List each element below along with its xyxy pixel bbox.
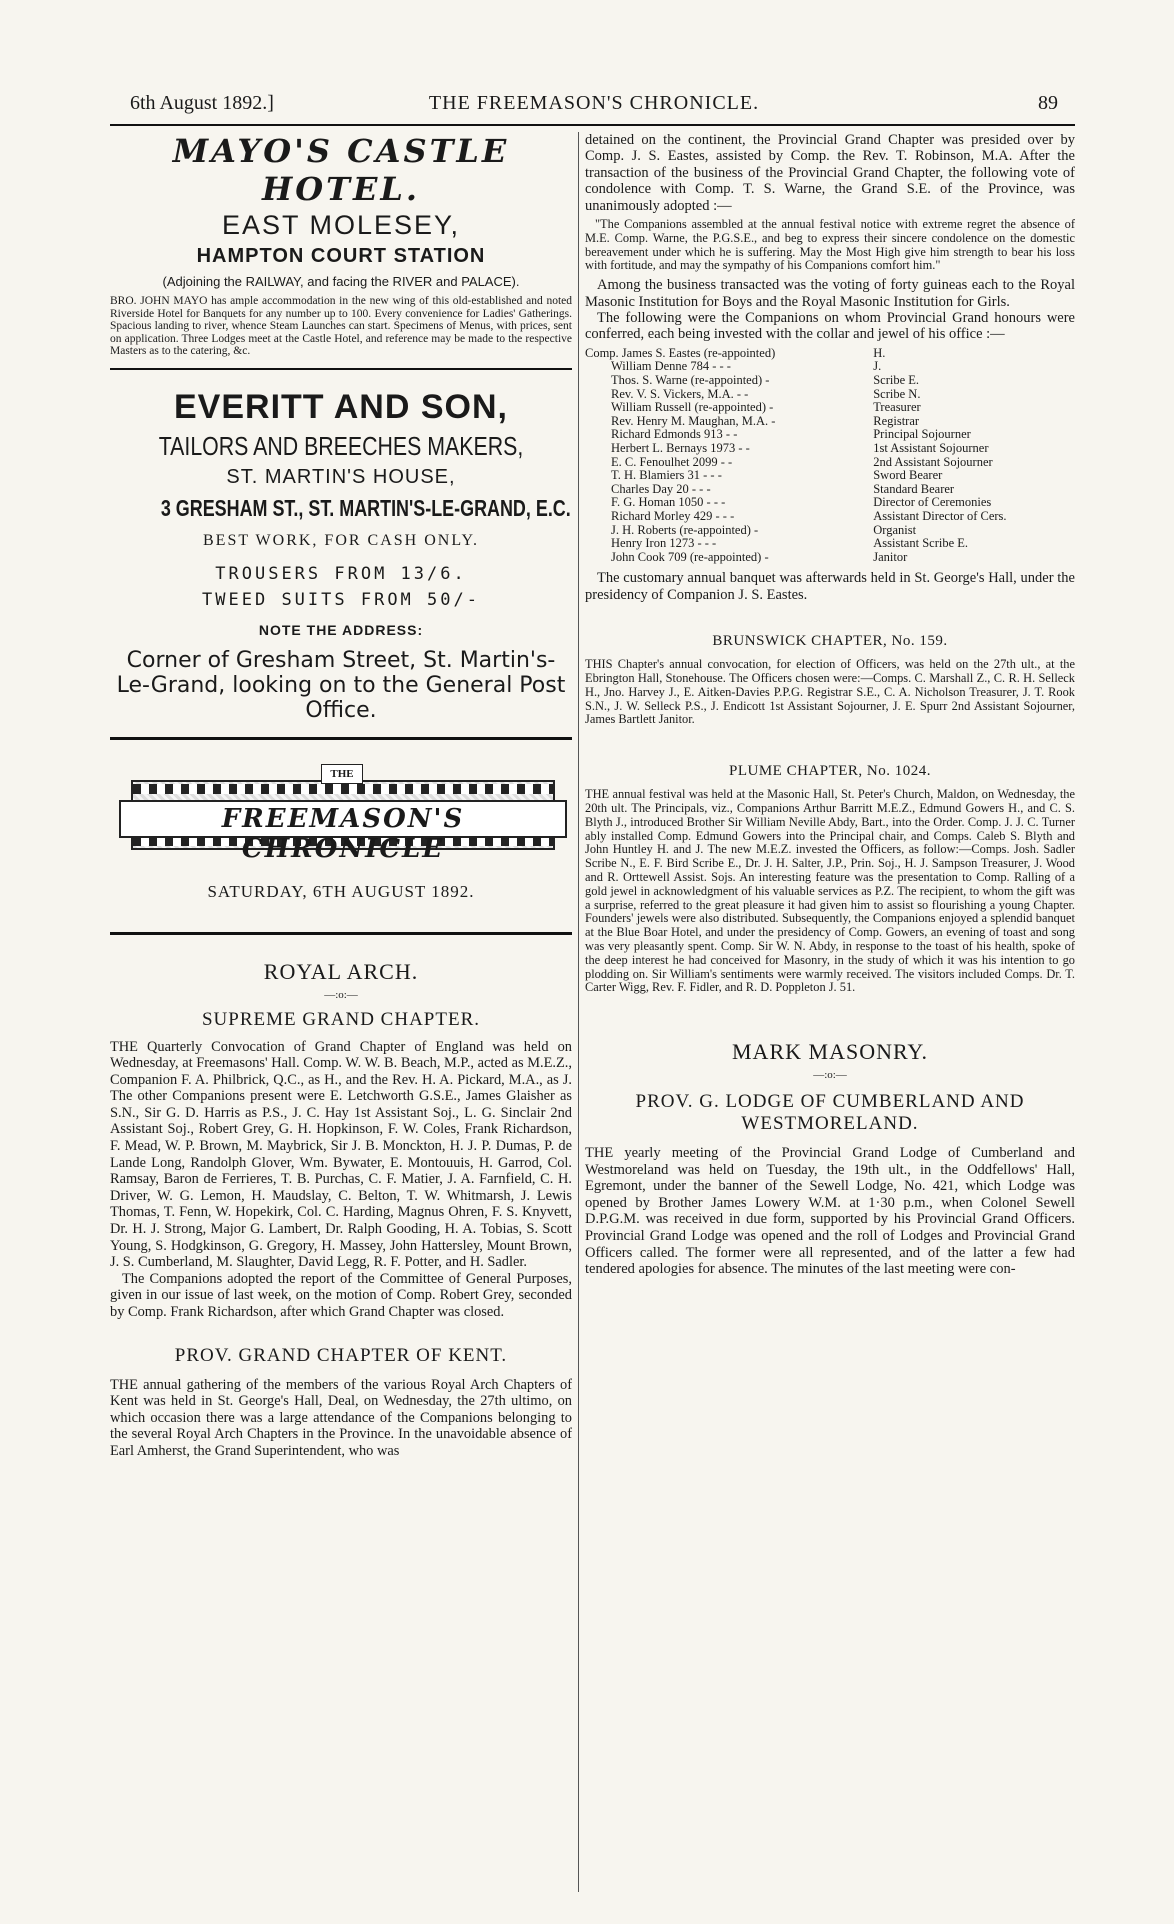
officer-name: Comp. James S. Eastes (re-appointed)	[585, 345, 776, 360]
royal-arch-body: THE Quarterly Convocation of Grand Chapter of England was held on Wednesday, at Freemasons' Hall. Comp. W. W. B. Beach, M.P., acted as M.E.Z., Companion F. A. Philbrick, Q.C., as H., and the Rev. H. A. Pickard, M.A., as J. The other Companions present were E. Letchworth G.S.E., James Glaisher as S.N., Sir G. D. Harris as P.S., J. C. Hay 1st Assistant Soj., L. G. Sinclair 2nd Assistant Soj., Robert Grey, G. H. Hopkinson, F. W. Coles, Frank Richardson, F. Mead, W. P. Brown, M. Maybrick, Sir J. B. Monckton, H. J. P. Dumas, P. de Lande Long, Randolph Glover, Wm. Bywater, E. Montouuis, H. Garrod, Col. Ramsay, Baron de Ferrieres, T. B. Purchas, C. F. Matier, J. A. Farnfield, C. H. Driver, W. G. Lemon, H. Maudslay, C. Belton, T. W. Whitmarsh, J. Lewis Thomas, T. Fenn, W. Hopekirk, Col. C. Harding, Magnus Ohren, F. S. Knyvett, Dr. H. J. Strong, Major G. Lambert, Dr. Ralph Gooding, H. A. Tobias, S. Scott Young, S. Hodgkinson, G. Gregory, H. Massey, John Hattersley, Mount Brown, J. S. Cumberland, M. Slaughter, David Legg, R. F. Potter, and H. Sadler.	[110, 1038, 572, 1271]
tailor-trade: TAILORS AND BREECHES MAKERS,	[158, 430, 524, 461]
officer-rank: Registrar	[873, 413, 920, 428]
masthead-the: THE	[321, 764, 363, 784]
officers-table	[585, 347, 1075, 565]
officer-rank: Sword Bearer	[873, 468, 943, 483]
officer-row	[585, 551, 1075, 565]
officer-row	[585, 388, 1075, 402]
officer-name: J. H. Roberts (re-appointed) -	[611, 522, 759, 537]
officer-rank: 1st Assistant Sojourner	[873, 441, 989, 455]
officer-rank: Janitor	[873, 549, 908, 564]
officer-name: Rev. Henry M. Maughan, M.A. -	[611, 413, 776, 428]
officer-row	[585, 469, 1075, 483]
officer-name: F. G. Homan 1050 - - -	[611, 495, 726, 510]
mark-ornament: —:o:—	[813, 1069, 847, 1082]
officer-rank: Assistant Scribe E.	[873, 536, 969, 551]
officer-name: Henry Iron 1273 - - -	[611, 536, 717, 551]
ad-divider-2	[110, 737, 572, 740]
royal-arch-closing: The Companions adopted the report of the Committee of General Purposes, given in our issue of last week, on the motion of Comp. Robert Grey, seconded by Comp. Frank Richardson, after which Grand Chapter was closed.	[110, 1270, 572, 1320]
officer-name: T. H. Blamiers 31 - - -	[611, 468, 722, 483]
officer-row	[585, 483, 1075, 497]
officer-row	[585, 456, 1075, 470]
tailor-trousers: TROUSERS FROM 13/6.	[215, 563, 467, 584]
mark-masonry-heading: MARK MASONRY.	[732, 1039, 928, 1065]
royal-arch-ornament: —:o:—	[324, 988, 358, 1001]
officer-rank: Standard Bearer	[873, 481, 955, 496]
supreme-grand-chapter-heading: SUPREME GRAND CHAPTER.	[201, 1008, 480, 1030]
tailor-note: NOTE THE ADDRESS:	[258, 621, 424, 638]
plume-heading: PLUME CHAPTER, No. 1024.	[728, 763, 931, 780]
officer-rank: Treasurer	[873, 400, 921, 415]
officer-rank: J.	[873, 359, 882, 374]
officer-name: John Cook 709 (re-appointed) -	[611, 549, 769, 564]
header-date: 6th August 1892.]	[130, 92, 274, 114]
cumberland-heading: PROV. G. LODGE OF CUMBERLAND AND WESTMORELAND.	[635, 1091, 1025, 1135]
officer-name: Herbert L. Bernays 1973 - -	[611, 441, 750, 455]
header-rule	[110, 124, 1075, 126]
chronicle-masthead-logo	[121, 766, 561, 862]
kent-continued: detained on the continent, the Provincial Grand Chapter was presided over by Comp. J. S. Eastes, assisted by Comp. the Rev. T. Robinson, M.A. After the transaction of the business of the Provincial Grand Chapter, the following vote of condolence with Comp. T. S. Warne, the Grand S.E. of the Province, was unanimously adopted :—	[585, 132, 1075, 214]
tailor-advertisement	[110, 388, 572, 723]
hotel-name: MAYO'S CASTLE HOTEL.	[172, 132, 510, 208]
officer-name: Thos. S. Warne (re-appointed) -	[611, 373, 770, 388]
tailor-address: 3 GRESHAM ST., ST. MARTIN'S-LE-GRAND, E.C.	[160, 494, 571, 521]
tailor-corner: Corner of Gresham Street, St. Martin's-Le-Grand, looking on to the General Post Office.	[116, 647, 566, 723]
officer-name: William Russell (re-appointed) -	[611, 400, 774, 415]
honours-paragraph: The following were the Companions on whom Provincial Grand honours were conferred, each being invested with the collar and jewel of his office :—	[585, 310, 1075, 343]
officer-name: Richard Edmonds 913 - -	[611, 427, 738, 442]
brunswick-body: THIS Chapter's annual convocation, for election of Officers, was held on the 27th ult., at the Ebrington Hall, Stonehouse. The Officers chosen were:—Comps. C. Marshall Z., C. R. H. Selleck H., Jno. Harvey J., E. Aitken-Davies P.P.G. Registrar S.E., C. A. Nicholson Treasurer, J. T. Rook S.N., J. W. Selleck P.S., J. Endicott 1st Assistant Sojourner, J. E. Spurr 2nd Assistant Sojourner, James Bartlett Janitor.	[585, 657, 1075, 727]
officer-name: Charles Day 20 - - -	[611, 481, 711, 496]
officer-rank: Principal Sojourner	[873, 427, 971, 442]
ad-divider-1	[110, 368, 572, 370]
page-number: 89	[1038, 92, 1058, 114]
brunswick-heading: BRUNSWICK CHAPTER, No. 159.	[712, 633, 948, 650]
officer-rank: Director of Ceremonies	[873, 495, 992, 510]
plume-body: THE annual festival was held at the Masonic Hall, St. Peter's Church, Maldon, on Wednesday, the 20th ult. The Principals, viz., Companions Arthur Barritt M.E.Z., Edmund Gowers H., and C. S. Blyth J., introduced Brother Sir William Neville Abdy, Bart., into the Order. Comp. J. J. C. Turner ably installed Comp. Edmund Gowers into the Principal chair, and Comps. Caleb S. Blyth and John Huntley H. and J. The new M.E.Z. invested the Officers, as follow:—Comps. Josh. Sadler Scribe N., E. F. Bird Scribe E., Dr. J. H. Salter, J.P., Prin. Soj., H. J. Sampson Treasurer, J. Wood and R. Orttewell Assist. Sojs. An interesting feature was the presentation to Comp. Ralling of a gold jewel in acknowledgment of his valuable services as P.Z. The recipient, to whom the gift was a surprise, referred to the great pleasure it had given him to assist so flourishing a young Chapter. Founders' jewels were also distributed. Subsequently, the Companions enjoyed a splendid banquet at the Blue Boar Hotel, and under the presidency of Comp. Gowers, an evening of toast and song was very pleasantly spent. Comp. Sir W. N. Abdy, in response to the toast of his health, spoke of the deep interest he had conceived for Masonry, in the study of which it was his intention to go plodding on. Sir William's sentiments were warmly received. The visitors included Comps. Dr. T. Carter Wigg, Rev. F. Fidler, and R. D. Poppleton J. 51.	[585, 787, 1075, 995]
kent-heading: PROV. GRAND CHAPTER OF KENT.	[174, 1344, 508, 1366]
tailor-tweed: TWEED SUITS FROM 50/-	[202, 589, 480, 610]
officer-row	[585, 401, 1075, 415]
masthead-rule	[110, 932, 572, 935]
masthead-checker-top	[133, 784, 553, 794]
masthead-title: FREEMASON'S CHRONICLE	[221, 803, 465, 864]
officer-row	[585, 524, 1075, 538]
condolence-quote: "The Companions assembled at the annual festival notice with extreme regret the absence of M.E. Comp. Warne, the P.G.S.E., and beg to express their sincere condolence on the domestic bereavement under which he is suffering. May the Most High give him strength to bear his loss with fortitude, and may the sympathy of his Companions comfort him."	[585, 217, 1075, 273]
column-divider	[578, 132, 579, 1892]
officer-name: Richard Morley 429 - - -	[611, 508, 735, 523]
officer-row	[585, 510, 1075, 524]
officer-row	[585, 347, 1075, 361]
banquet-paragraph: The customary annual banquet was afterwards held in St. George's Hall, under the presidency of Companion J. S. Eastes.	[585, 570, 1075, 603]
officer-row	[585, 415, 1075, 429]
officer-row	[585, 374, 1075, 388]
masthead-banner	[131, 780, 555, 864]
hotel-body: BRO. JOHN MAYO has ample accommodation in the new wing of this old-established and noted Riverside Hotel for Banquets for any number up to 100. Every convenience for Ladies' Gatherings. Spacious landing to river, whence Steam Launches can start. Specimens of Menus, with prices, sent on application. Three Lodges meet at the Castle Hotel, and reference may be made to the respective Masters as to the catering, &c.	[110, 295, 572, 357]
header-title: THE FREEMASON'S CHRONICLE.	[428, 92, 760, 114]
tailor-best-work: BEST WORK, FOR CASH ONLY.	[203, 531, 479, 549]
officer-name: William Denne 784 - - -	[611, 359, 731, 374]
officer-rank: Organist	[873, 522, 917, 537]
kent-body: THE annual gathering of the members of the various Royal Arch Chapters of Kent was held in St. George's Hall, Deal, on Wednesday, the 27th ultimo, on which occasion there was a large attendance of the Companions belonging to the several Royal Arch Chapters in the Province. In the unavoidable absence of Earl Amherst, the Grand Superintendent, who was	[110, 1376, 572, 1459]
hotel-advertisement	[110, 132, 572, 358]
officer-rank: Assistant Director of Cers.	[873, 508, 1007, 523]
officer-rank: Scribe N.	[873, 386, 921, 401]
officer-row	[585, 442, 1075, 456]
officer-rank: Scribe E.	[873, 373, 920, 388]
right-column	[585, 132, 1075, 1892]
officer-row	[585, 428, 1075, 442]
hotel-location: (Adjoining the RAILWAY, and facing the RIVER and PALACE).	[162, 274, 520, 289]
masthead-band	[119, 800, 567, 864]
officer-name: E. C. Fenoulhet 2099 - -	[611, 454, 733, 469]
issue-date: SATURDAY, 6TH AUGUST 1892.	[207, 881, 475, 901]
officer-row	[585, 537, 1075, 551]
officer-rank: 2nd Assistant Sojourner	[873, 454, 993, 469]
left-column	[110, 132, 572, 1892]
officer-row	[585, 360, 1075, 374]
running-header	[130, 92, 1058, 126]
mark-body: THE yearly meeting of the Provincial Grand Lodge of Cumberland and Westmoreland was held on Tuesday, the 19th ult., in the Oddfellows' Hall, Egremont, under the banner of the Sewell Lodge, No. 421, which Lodge was opened by Brother James Lowery W.M. at 1·30 p.m., when Colonel Sewell D.P.G.M. was received in due form, supported by his Provincial Grand Officers. Provincial Grand Lodge was opened and the roll of Lodges and Provincial Grand Officers called. The former were all represented, and of the latter a few had tendered apologies for absence. The minutes of the last meeting were con-	[585, 1145, 1075, 1278]
officer-row	[585, 496, 1075, 510]
business-paragraph: Among the business transacted was the voting of forty guineas each to the Royal Masonic Institution for Boys and the Royal Masonic Institution for Girls.	[585, 277, 1075, 310]
tailor-name: EVERITT AND SON,	[174, 387, 508, 426]
officer-rank: H.	[873, 345, 886, 360]
tailor-house: ST. MARTIN'S HOUSE,	[226, 465, 456, 488]
hotel-station: HAMPTON COURT STATION	[196, 245, 486, 267]
hotel-place: EAST MOLESEY,	[221, 210, 461, 240]
royal-arch-heading: ROYAL ARCH.	[263, 958, 419, 984]
officer-name: Rev. V. S. Vickers, M.A. - -	[611, 386, 749, 401]
